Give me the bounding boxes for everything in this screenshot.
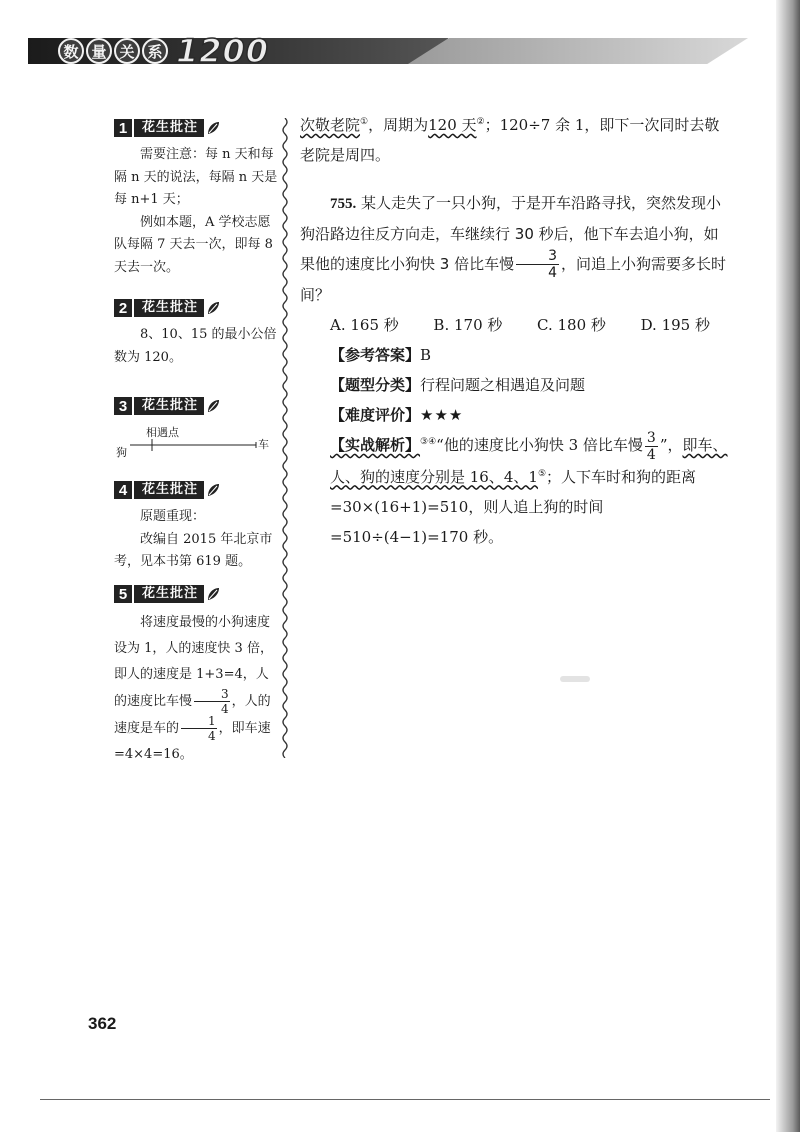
meet-point-label: 相遇点 (146, 426, 179, 439)
answer-value: B (420, 346, 432, 364)
peanut-leaf-icon (206, 482, 220, 498)
brand-char: 系 (142, 38, 168, 64)
note-number: 4 (114, 481, 132, 499)
option-b: B. 170 秒 (433, 316, 503, 334)
fraction (194, 688, 230, 715)
note-number: 2 (114, 299, 132, 317)
answer-row (300, 340, 732, 370)
analysis-label: 【实战解析】 (330, 436, 421, 454)
fraction-numerator: 3 (646, 429, 656, 446)
dog-label: 狗 (116, 446, 127, 459)
note-text: 将速度最慢的小狗速度设为 1，人的速度快 3 倍，即人的速度是 1+3=4，人的速度比车慢 (114, 615, 273, 709)
body-text: ；120÷7 余 1，即下一次同时去敬老院是周四。 (300, 116, 720, 164)
difficulty-row (300, 400, 732, 430)
note-text: ，即车速=4×4=16。 (114, 721, 271, 762)
option-d: D. 195 秒 (640, 316, 710, 334)
note-title: 花生批注 (134, 397, 204, 415)
analysis-text: ；人下车时和狗的距离=30×(16+1)=510，则人追上狗的时间=510÷(4−1)=170 秒。 (330, 467, 697, 546)
note-paragraph: 原题重现： (140, 509, 206, 524)
continued-solution (300, 110, 732, 170)
difficulty-label: 【难度评价】 (330, 406, 421, 424)
option-a: A. 165 秒 (330, 316, 399, 334)
question-stem (300, 188, 732, 310)
note-ref: ③④ (420, 437, 437, 447)
fraction-denominator: 4 (221, 702, 229, 716)
category-row (300, 370, 732, 400)
side-note-4 (114, 480, 284, 574)
brand-number: 1200 (176, 32, 270, 70)
answer-options (300, 310, 732, 340)
note-paragraph: 需要注意：每 n 天和每隔 n 天的说法，每隔 n 天是每 n+1 天； (114, 147, 278, 207)
category-label: 【题型分类】 (330, 376, 421, 394)
header-gray-stripe (408, 38, 748, 64)
peanut-leaf-icon (206, 586, 220, 602)
note-body (114, 610, 284, 768)
fraction-numerator: 1 (181, 715, 217, 729)
note-title: 花生批注 (134, 119, 204, 137)
question-text: 某人走失了一只小狗，于是开车沿路寻找，突然发现小狗沿路边往反方向走，车继续行 30 秒后，他下车去追小狗，如果他的速度比小狗快 3 倍比车慢 (300, 194, 722, 273)
side-note-3 (114, 396, 284, 462)
fraction (181, 715, 217, 742)
meeting-diagram (114, 422, 284, 462)
note-paragraph: 例如本题，A 学校志愿队每隔 7 天去一次，即每 8 天去一次。 (114, 214, 273, 275)
analysis-text: “他的速度比小狗快 3 倍比车慢 (436, 436, 643, 454)
note-header (114, 396, 284, 416)
bottom-rule (40, 1099, 770, 1100)
body-text: ，周期为 (368, 116, 429, 134)
fraction-numerator: 3 (516, 249, 559, 265)
note-title: 花生批注 (134, 481, 204, 499)
main-column (300, 110, 732, 552)
underlined-text: 120 天 (428, 116, 477, 134)
brand-char: 关 (114, 38, 140, 64)
brand-char: 数 (58, 38, 84, 64)
scan-smudge (560, 676, 590, 682)
note-header (114, 118, 284, 138)
answer-label: 【参考答案】 (330, 346, 421, 364)
fraction (516, 249, 559, 280)
fraction-numerator: 3 (194, 688, 230, 702)
fraction-denominator: 4 (646, 446, 656, 463)
side-note-5 (114, 584, 284, 768)
fraction (645, 431, 658, 462)
page-edge-shadow (776, 0, 800, 1132)
page-number: 362 (88, 1014, 117, 1033)
running-header (28, 34, 768, 68)
note-body (114, 144, 284, 279)
note-number: 3 (114, 397, 132, 415)
note-number: 1 (114, 119, 132, 137)
fraction-denominator: 4 (548, 265, 558, 281)
peanut-leaf-icon (206, 120, 220, 136)
note-paragraph (114, 610, 278, 768)
car-label: 车 (258, 438, 269, 451)
difficulty-stars: ★★★ (420, 406, 464, 424)
note-body (114, 324, 284, 369)
note-paragraph: 8、10、15 的最小公倍数为 120。 (114, 327, 277, 365)
fraction-denominator: 4 (208, 729, 216, 743)
note-title: 花生批注 (134, 585, 204, 603)
category-value: 行程问题之相遇追及问题 (420, 376, 586, 394)
note-body (114, 506, 284, 574)
side-note-1 (114, 118, 284, 279)
note-header (114, 298, 284, 318)
question-text: ，问追上小狗需要多长时间？ (300, 255, 727, 304)
peanut-leaf-icon (206, 398, 220, 414)
brand-char: 量 (86, 38, 112, 64)
note-number: 5 (114, 585, 132, 603)
question-number: 755. (330, 196, 357, 212)
option-c: C. 180 秒 (537, 316, 606, 334)
note-header (114, 480, 284, 500)
note-ref: ② (476, 117, 485, 127)
note-title: 花生批注 (134, 299, 204, 317)
note-paragraph: 改编自 2015 年北京市考，见本书第 619 题。 (114, 531, 273, 569)
note-ref: ⑤ (537, 468, 547, 479)
analysis-paragraph (300, 430, 732, 552)
note-ref: ① (360, 117, 369, 127)
peanut-leaf-icon (206, 300, 220, 316)
analysis-text: ”， (659, 436, 683, 454)
note-header (114, 584, 284, 604)
underlined-text: 次敬老院 (300, 116, 361, 134)
note-text: ，人的速度是车的 (114, 694, 271, 736)
underlined-text: 即车、人、狗的速度分别是 16、4、1 (330, 436, 728, 486)
book-brand (58, 34, 269, 68)
distance-line (128, 436, 260, 454)
side-note-2 (114, 298, 284, 369)
